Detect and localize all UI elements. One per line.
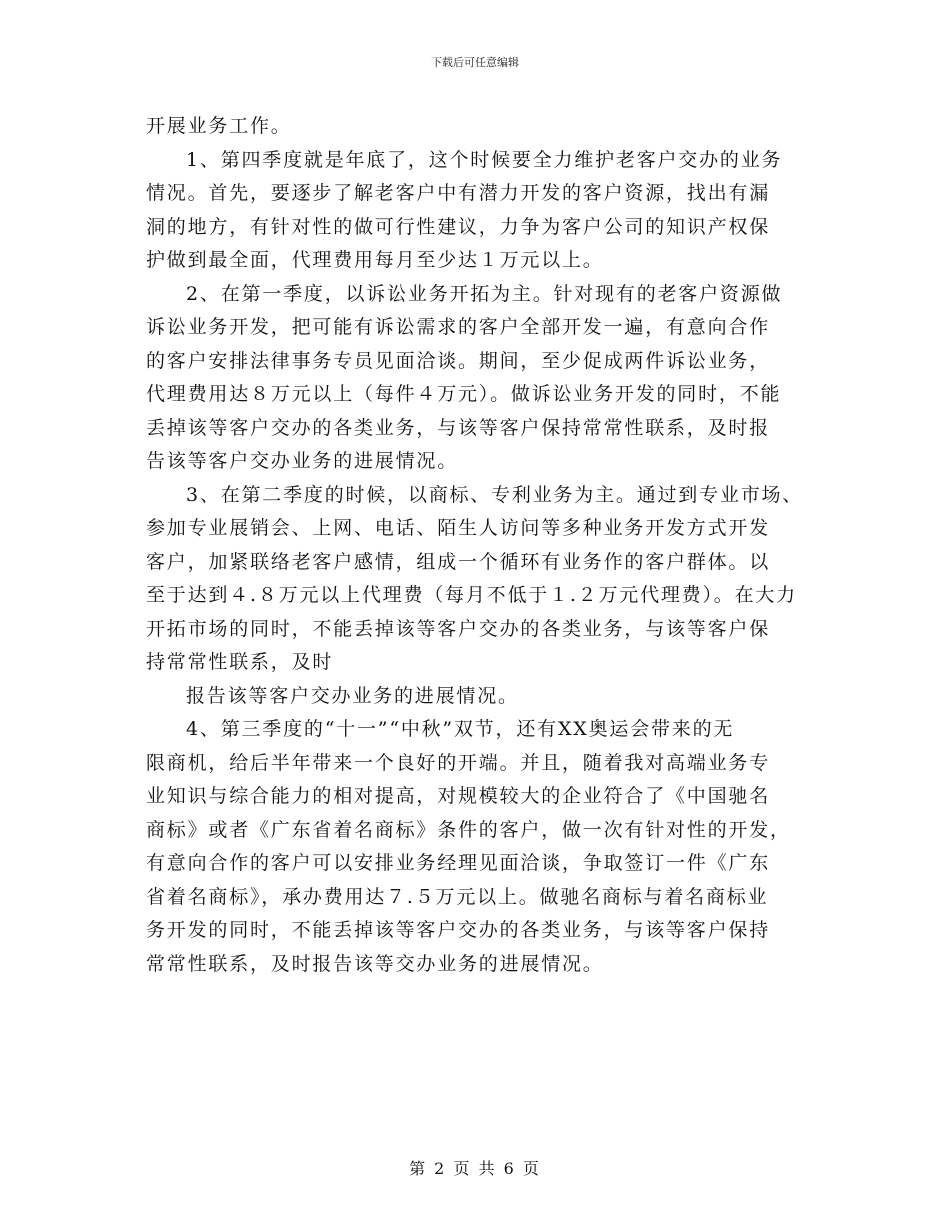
page-header: 下载后可任意编辑 [431, 56, 519, 69]
text-line: 护做到最全面，代理费用每月至少达１万元以上。 [146, 249, 604, 271]
text-line: 限商机，给后半年带来一个良好的开端。并且，随着我对高端业务专 [146, 751, 771, 774]
text-line: 2、在第一季度，以诉讼业务开拓为主。针对现有的老客户资源做 [186, 282, 783, 305]
text-line: 参加专业展销会、上网、电话、陌生人访问等多种业务开发方式开发 [146, 517, 771, 539]
text-line: 持常常性联系，及时 [146, 651, 334, 673]
document-body [146, 110, 836, 981]
text-line: 的客户安排法律事务专员见面洽谈。期间，至少促成两件诉讼业务， [146, 349, 771, 372]
text-line: 业知识与综合能力的相对提高，对规模较大的企业符合了《中国驰名 [146, 785, 771, 807]
text-line: 诉讼业务开发，把可能有诉讼需求的客户全部开发一遍，有意向合作 [146, 316, 771, 338]
text-line: 有意向合作的客户可以安排业务经理见面洽谈，争取签订一件《广东 [146, 852, 771, 874]
text-line: 客户，加紧联络老客户感情，组成一个循环有业务作的客户群体。以 [146, 550, 771, 573]
text-line: 3、在第二季度的时候，以商标、专利业务为主。通过到专业市场、 [186, 483, 804, 506]
text-line: 代理费用达８万元以上（每件４万元）。做诉讼业务开发的同时，不能 [146, 383, 782, 405]
text-line: 务开发的同时，不能丢掉该等客户交办的各类业务，与该等客户保持 [146, 919, 771, 941]
text-line: 至于达到４.８万元以上代理费（每月不低于１.２万元代理费）。在大力 [146, 584, 797, 606]
text-line: 4、第三季度的“十一”“中秋”双节，还有XX奥运会带来的无 [186, 718, 735, 740]
text-line: 洞的地方，有针对性的做可行性建议，力争为客户公司的知识产权保 [146, 215, 771, 238]
text-line: 商标》或者《广东省着名商标》条件的客户，做一次有针对性的开发， [146, 818, 791, 841]
text-line: 1、第四季度就是年底了，这个时候要全力维护老客户交办的业务 [186, 148, 783, 171]
text-line: 告该等客户交办业务的进展情况。 [146, 450, 459, 472]
page-footer: 第 2 页 共 6 页 [409, 1159, 541, 1178]
text-line: 开展业务工作。 [146, 115, 292, 137]
text-line: 丢掉该等客户交办的各类业务，与该等客户保持常常性联系，及时报 [146, 416, 771, 439]
text-line: 报告该等客户交办业务的进展情况。 [186, 684, 519, 707]
text-line: 情况。首先，要逐步了解老客户中有潜力开发的客户资源，找出有漏 [146, 182, 771, 204]
text-line: 常常性联系，及时报告该等交办业务的进展情况。 [146, 952, 604, 975]
text-line: 开拓市场的同时，不能丢掉该等客户交办的各类业务，与该等客户保 [146, 617, 771, 640]
text-line: 省着名商标》，承办费用达７.５万元以上。做驰名商标与着名商标业 [146, 885, 769, 908]
